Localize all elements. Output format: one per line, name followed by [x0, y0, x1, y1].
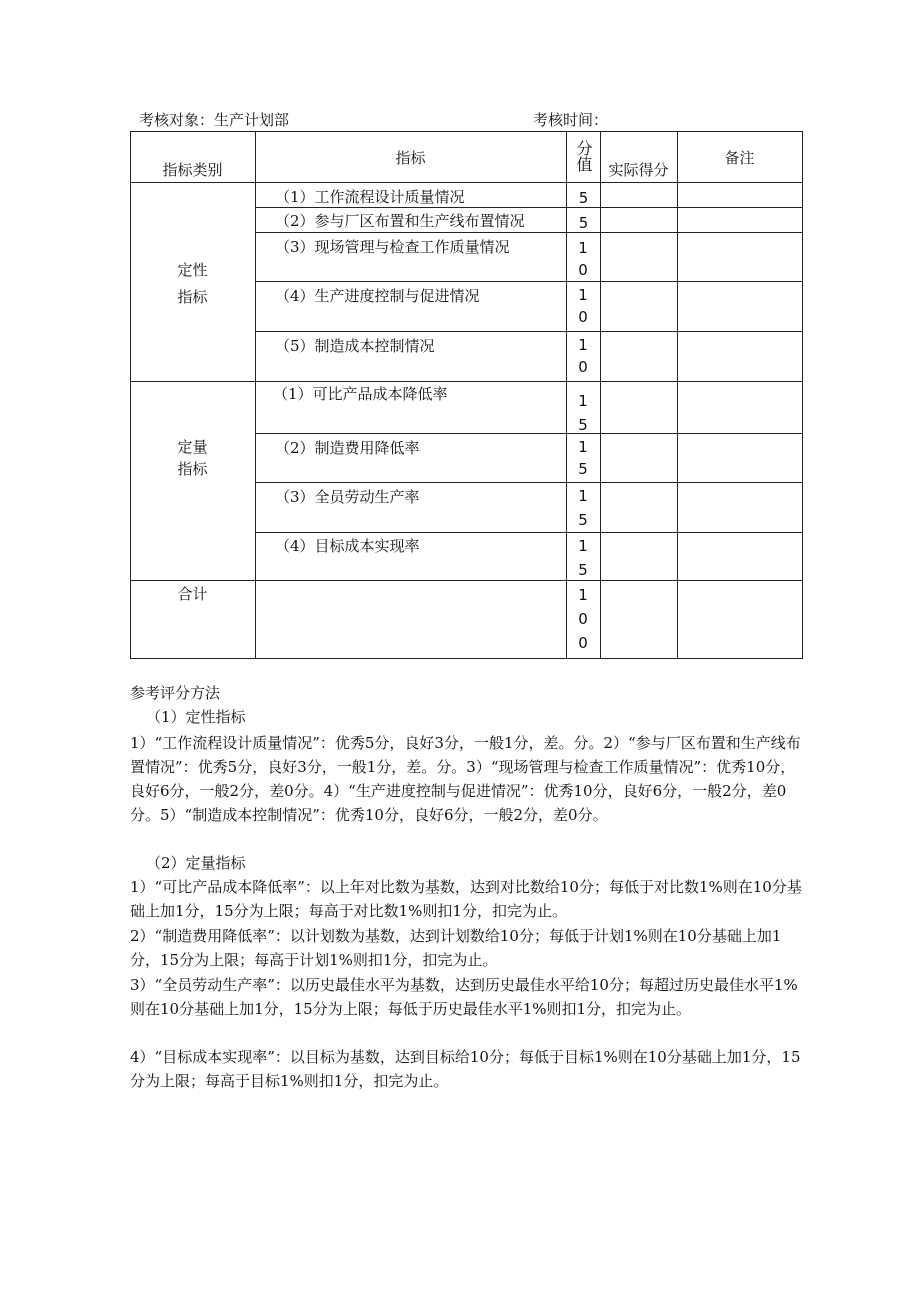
indicator-row: （2）参与厂区布置和生产线布置情况	[275, 212, 525, 230]
qualitative-text: 1）“工作流程设计质量情况”：优秀5分，良好3分，一般1分，差。分。2）“参与厂区布置和生产线布置情况”：优秀5分，良好3分，一般1分，差。分。3）“现场管理与检查工作质量情况”：优秀10分，良好6分，一般2分，差0分。4）“生产进度控制与促进情况”：优秀10分，良好6分，一般2分，差0分。5）“制造成本控制情况”：优秀10分，良好6分，一般2分，差0分。	[130, 734, 801, 824]
indicator-row: （1）工作流程设计质量情况	[275, 188, 465, 206]
col-header-remark: 备注	[724, 149, 755, 167]
col-header-category: 指标类别	[162, 161, 223, 179]
score-cell: 10	[578, 286, 588, 326]
category-qualitative-line1: 定性	[177, 261, 208, 279]
col-header-actual: 实际得分	[608, 161, 669, 179]
category-qualitative-line2: 指标	[177, 288, 208, 306]
quantitative-item: 3）“全员劳动生产率”：以历史最佳水平为基数，达到历史最佳水平给10分；每超过历史最佳水平1%则在10分基础上加1分，15分为上限；每低于历史最佳水平1%则扣1分，扣完为止。	[130, 976, 798, 1018]
col-header-score: 分值	[574, 140, 593, 172]
score-cell: 15	[578, 392, 588, 434]
score-cell: 15	[578, 438, 588, 478]
indicator-row: （2）制造费用降低率	[275, 439, 420, 457]
indicator-row: （4）生产进度控制与促进情况	[275, 287, 480, 305]
score-cell: 15	[578, 487, 588, 529]
score-cell: 10	[578, 239, 588, 279]
score-cell: 10	[578, 336, 588, 376]
quantitative-item: 4）“目标成本实现率”：以目标为基数，达到目标给10分；每低于目标1%则在10分基础上加1分，15分为上限；每高于目标1%则扣1分，扣完为止。	[130, 1048, 801, 1090]
indicator-row: （5）制造成本控制情况	[275, 337, 435, 355]
category-qualitative	[130, 257, 255, 311]
indicator-row: （3）全员劳动生产率	[275, 488, 420, 506]
score-cell: 5	[578, 189, 589, 207]
quantitative-item: 1）“可比产品成本降低率”：以上年对比数为基数，达到对比数给10分；每低于对比数1%则在10分基础上加1分，15分为上限；每高于对比数1%则扣1分，扣完为止。	[130, 878, 802, 920]
category-quantitative	[130, 436, 255, 480]
indicator-row: （3）现场管理与检查工作质量情况	[275, 238, 510, 256]
category-quantitative-line1: 定量	[177, 438, 208, 456]
indicator-row: （1）可比产品成本降低率	[273, 385, 448, 403]
col-header-indicator: 指标	[395, 149, 426, 167]
assessment-time: 考核时间：	[533, 111, 609, 129]
total-label: 合计	[177, 585, 208, 603]
method-title: 参考评分方法	[130, 684, 221, 702]
quantitative-item: 2）“制造费用降低率”：以计划数为基数，达到计划数给10分；每低于计划1%则在10分基础上加1分，15分为上限；每高于计划1%则扣1分，扣完为止。	[130, 927, 782, 969]
indicator-row: （4）目标成本实现率	[275, 537, 420, 555]
assessment-table	[130, 131, 803, 659]
score-cell: 15	[578, 537, 588, 579]
category-quantitative-line2: 指标	[177, 460, 208, 478]
assessment-object: 考核对象：生产计划部	[139, 111, 290, 129]
qualitative-title: （1）定性指标	[146, 708, 246, 726]
score-cell: 5	[578, 214, 589, 232]
quantitative-title: （2）定量指标	[146, 854, 246, 872]
total-score: 100	[578, 586, 588, 652]
